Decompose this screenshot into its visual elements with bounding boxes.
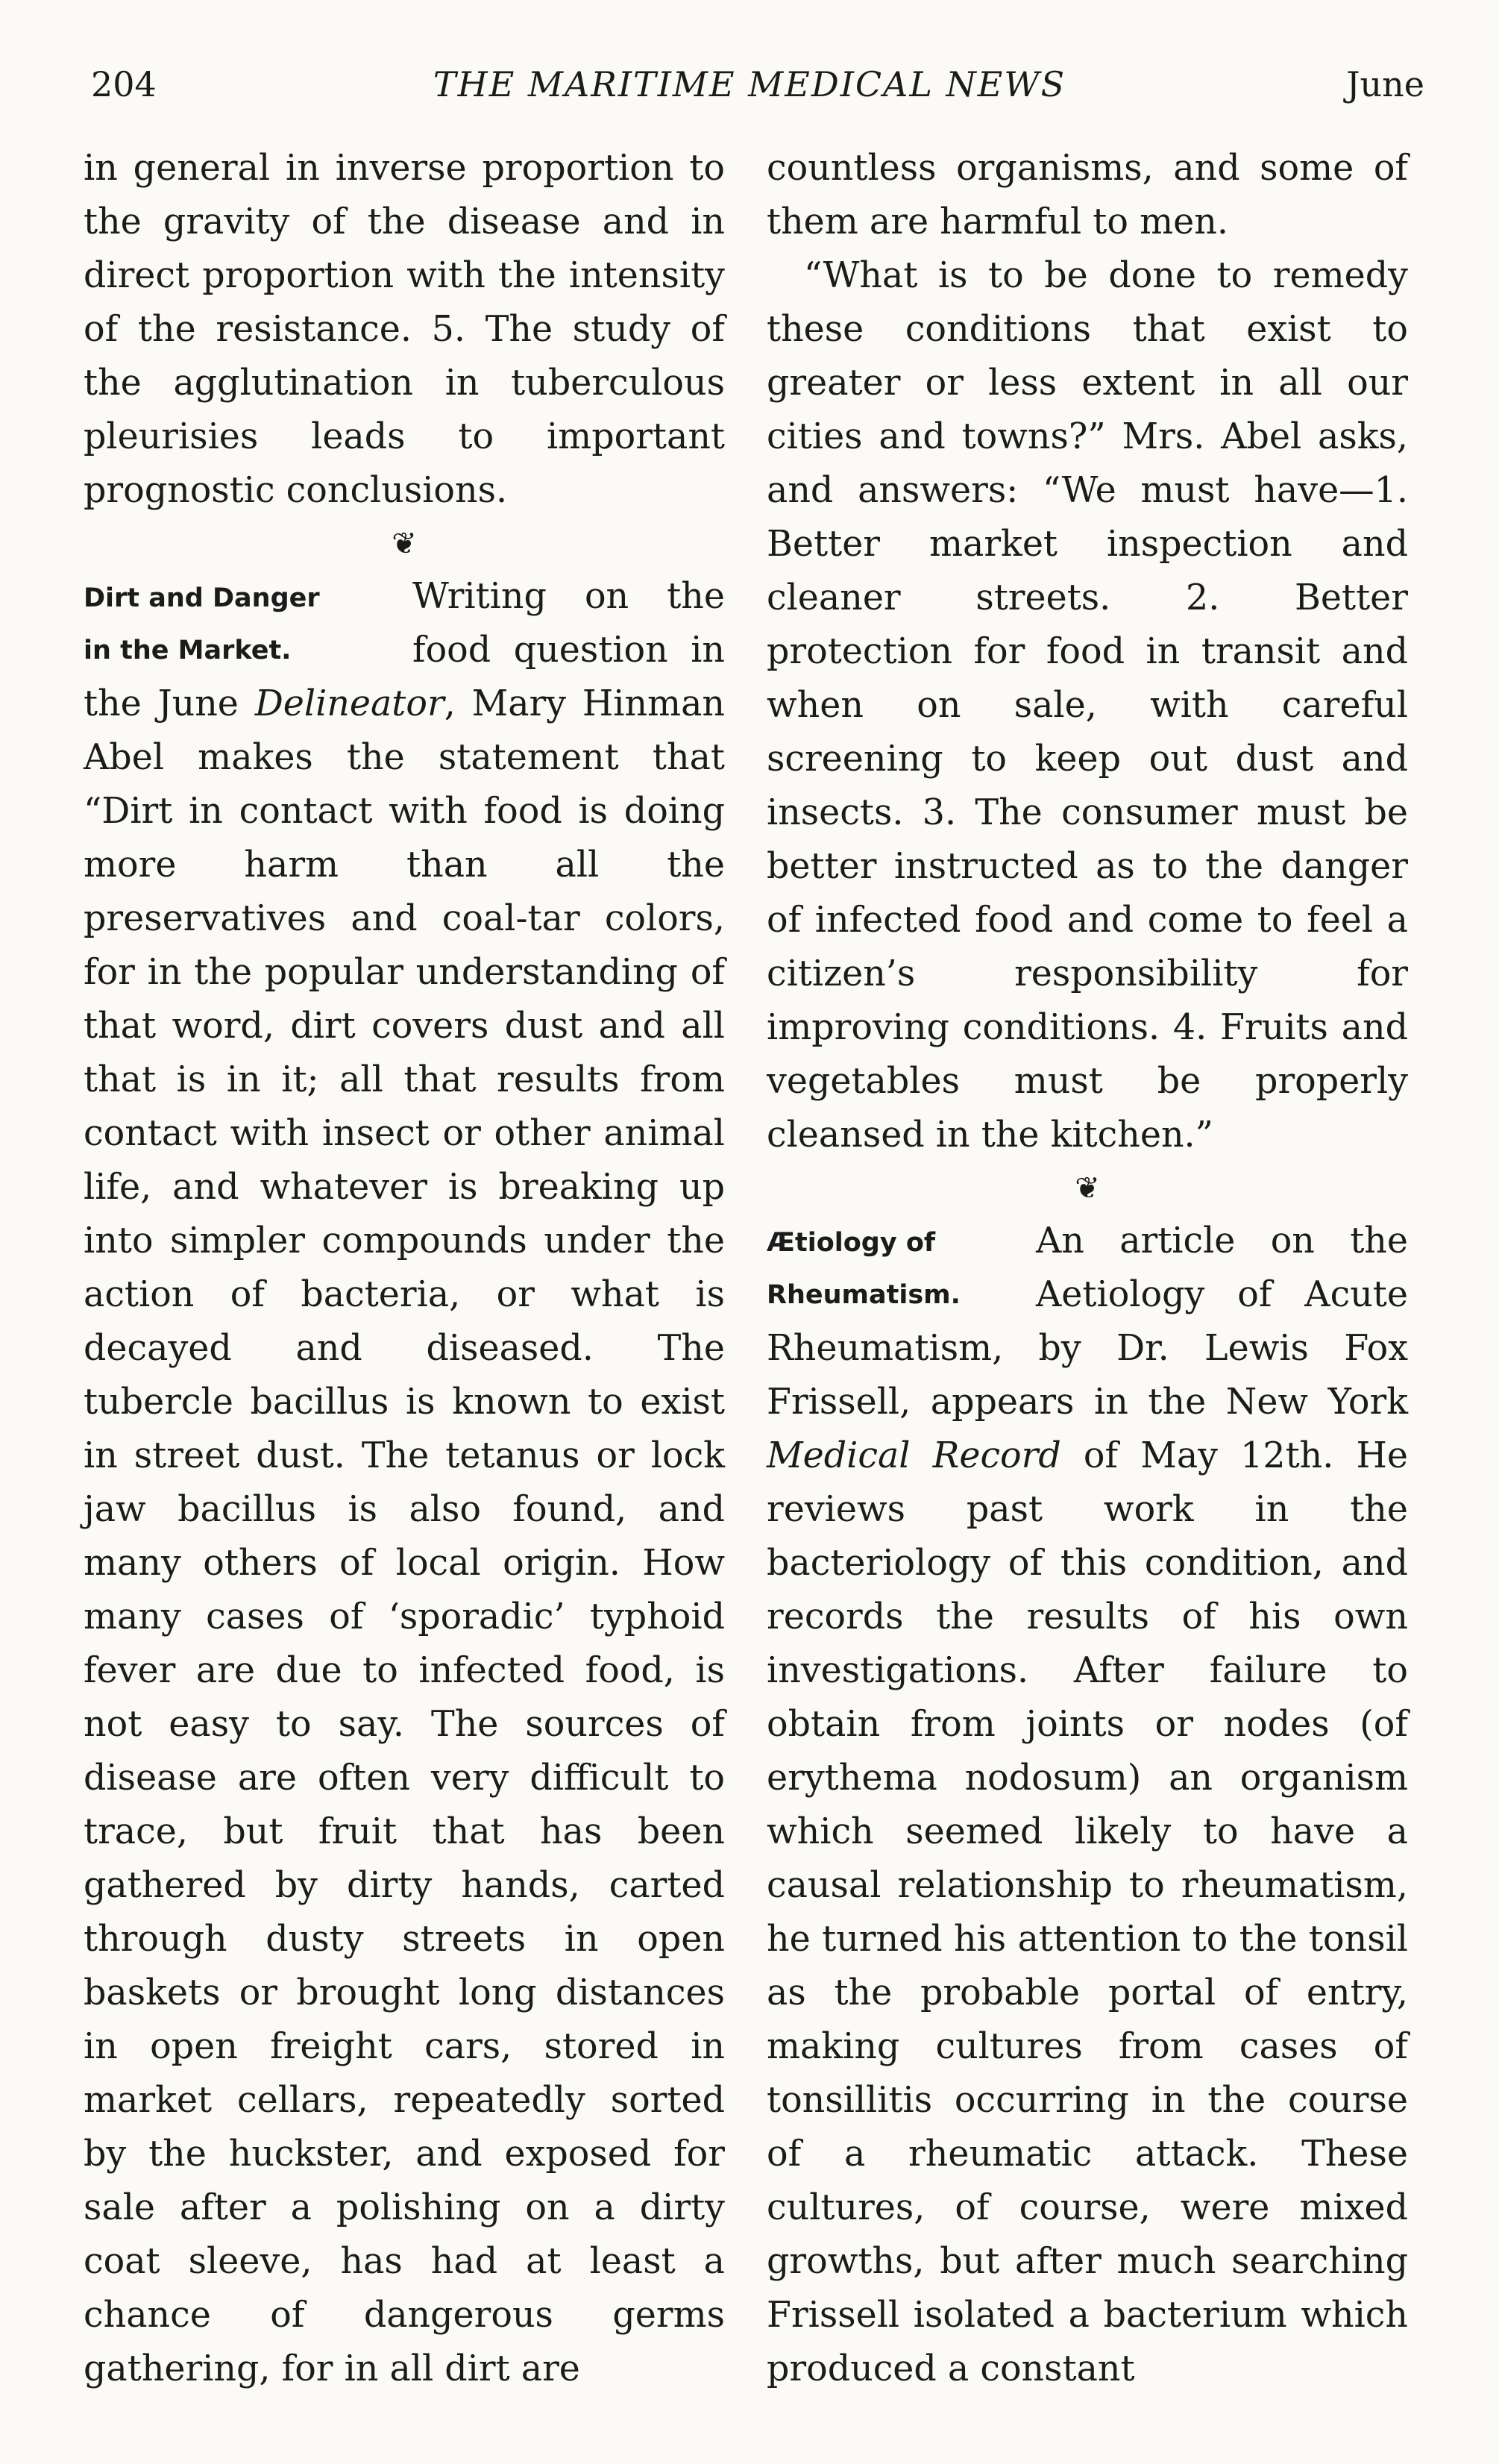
paragraph-countless-organisms: countless organisms, and some of them are harmful to men. (767, 148, 1408, 242)
side-heading-dirt-and-danger (84, 570, 400, 664)
paragraph-agglutination: in general in inverse proportion to the gravity of the disease and in direct proportion with the intensity of the resistance. 5. The study of the agglutination in tuberculous pleurisies leads to important prognostic conclusions. (84, 148, 725, 511)
left-column (84, 142, 725, 2396)
side-heading-line: Ætiology of (767, 1228, 936, 1258)
issue-month: June (1346, 64, 1424, 104)
ornament-icon: ❦ (392, 527, 417, 561)
side-heading-line: in the Market. (84, 636, 292, 665)
journal-name: Medical Record (767, 1435, 1061, 1476)
paragraph-remedy: “What is to be done to remedy these conditions that exist to greater or less extent in all our cities and towns?” Mrs. Abel asks, and answers: “We must have—1. Better market inspection and cleaner streets. 2. Better protection for food in transit and when on sale, with careful screening to keep out dust and insects. 3. The consumer must be better instructed as to the danger of infected food and come to feel a citizen’s responsibility for improving conditions. 4. Fruits and vegetables must be properly cleansed in the kitchen.” (767, 255, 1408, 1156)
side-heading-line: Dirt and Danger (84, 583, 320, 613)
ornament-icon: ❦ (1075, 1171, 1100, 1206)
running-header (0, 0, 1499, 119)
page-number: 204 (91, 64, 157, 104)
paragraph-rheumatism: An article on the Aetiology of Acute Rheumatism, by Dr. Lewis Fox Frissell, appears in the New York Medical Record of May 12th. He reviews past work in the bacteriology of this condition, and records the results of his own investigations. After failure to obtain from joints or nodes (of erythema nodosum) an organism which seemed likely to have a causal relationship to rheumatism, he turned his attention to the tonsil as the probable portal of entry, making cultures from cases of tonsillitis occurring in the course of a rheumatic attack. These cultures, of course, were mixed growths, but after much searching Frissell isolated a bacterium which produced a constant (767, 1220, 1408, 2389)
side-heading-aetiology (767, 1214, 1024, 1308)
paragraph-dirt-in-market: Writing on the food question in the June Delineator, Mary Hinman Abel makes the statement that “Dirt in contact with food is doing more harm than all the preservatives and coal-tar colors, for in the popular understanding of that word, dirt covers dust and all that is in it; all that results from contact with insect or other animal life, and whatever is breaking up into simpler compounds under the action of bacteria, or what is decayed and diseased. The tubercle bacillus is known to exist in street dust. The tetanus or lock jaw bacillus is also found, and many others of local origin. How many cases of ‘sporadic’ typhoid fever are due to infected food, is not easy to say. The sources of disease are often very difficult to trace, but fruit that has been gathered by dirty hands, carted through dusty streets in open baskets or brought long distances in open freight cars, stored in market cellars, repeatedly sorted by the huckster, and exposed for sale after a polishing on a dirty coat sleeve, has had at least a chance of dangerous germs gathering, for in all dirt are (84, 576, 725, 2389)
side-heading-line: Rheumatism. (767, 1280, 961, 1310)
journal-name: Delineator (254, 683, 444, 724)
right-column (767, 142, 1408, 2396)
journal-title: THE MARITIME MEDICAL NEWS (433, 64, 1066, 104)
